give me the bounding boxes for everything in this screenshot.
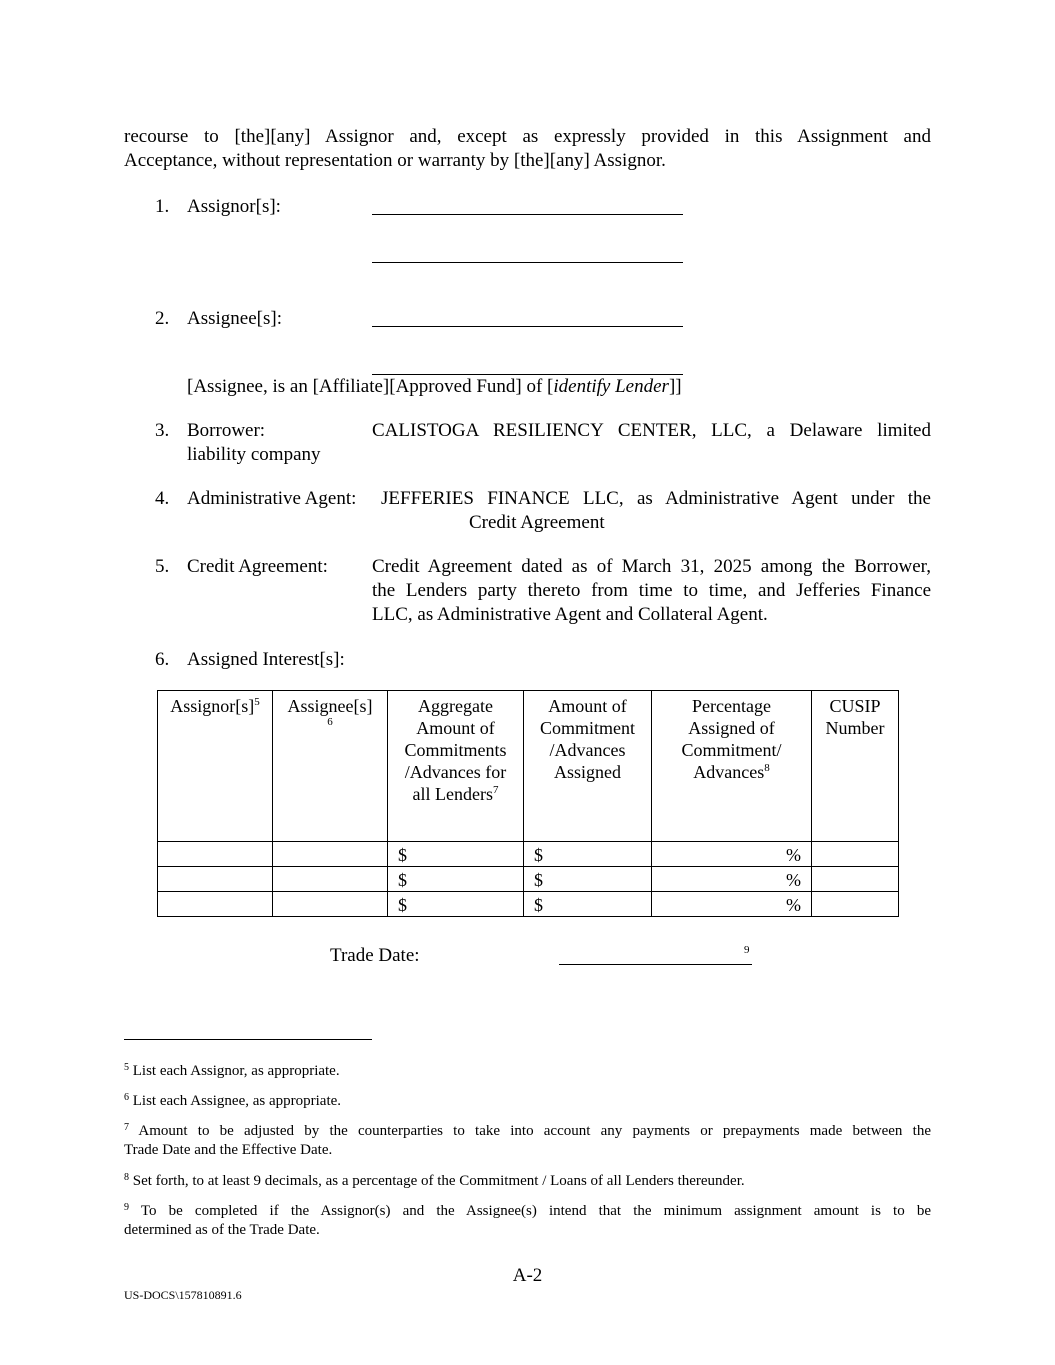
borrower-label: Borrower: (187, 420, 266, 441)
footnote-6: $^6$ List each Assignee, as appropriate. (124, 1092, 342, 1109)
admin-agent-label: Administrative Agent: (187, 488, 357, 509)
table-row (158, 892, 899, 917)
assigned-interest-table (157, 690, 899, 917)
footnote-8: $^8$ Set forth, to at least 9 decimals, as a percentage of the Commitment / Loans of all Lenders thereunder. (124, 1172, 745, 1189)
item-1-number: 1. (155, 196, 170, 217)
credit-agreement-value-line-1: Credit Agreement dated as of March 31, 2025 among the Borrower, (372, 556, 931, 577)
trade-date-label: Trade Date: (330, 945, 420, 966)
cell-assignor (158, 867, 273, 892)
cell-assignor (158, 892, 273, 917)
assignor-label: Assignor[s]: (187, 196, 281, 217)
cell-percentage: % (652, 867, 812, 892)
header-aggregate: Aggregate Amount of Commitments /Advances for all Lenders$^7$ (388, 691, 524, 842)
cell-assignee (273, 867, 388, 892)
cell-assignor (158, 842, 273, 867)
credit-agreement-value-line-3: LLC, as Administrative Agent and Collateral Agent. (372, 604, 768, 625)
item-2-number: 2. (155, 308, 170, 329)
table-row (158, 867, 899, 892)
cell-cusip (812, 842, 899, 867)
cell-aggregate: $ (388, 892, 524, 917)
item-3-number: 3. (155, 420, 170, 441)
item-4-number: 4. (155, 488, 170, 509)
cell-aggregate: $ (388, 867, 524, 892)
footnote-9-line-1: $^9$ To be completed if the Assignor(s) and the Assignee(s) intend that the minimum assignment amount is to be (124, 1202, 932, 1219)
intro-line-1: recourse to [the][any] Assignor and, except as expressly provided in this Assignment and (124, 126, 931, 147)
assignor-blank-line-2 (372, 262, 683, 263)
assigned-interest-label: Assigned Interest[s]: (187, 649, 345, 670)
trade-date-blank-line (559, 964, 752, 965)
admin-agent-value-line-1: JEFFERIES FINANCE LLC, as Administrative Agent under the (381, 488, 931, 509)
cell-aggregate: $ (388, 842, 524, 867)
header-percentage: Percentage Assigned of Commitment/ Advances$^8$ (652, 691, 812, 842)
credit-agreement-label: Credit Agreement: (187, 556, 328, 577)
page-number: A-2 (512, 1265, 543, 1286)
item-5-number: 5. (155, 556, 170, 577)
header-cusip: CUSIP Number (812, 691, 899, 842)
intro-line-2: Acceptance, without representation or warranty by [the][any] Assignor. (124, 150, 666, 171)
cell-cusip (812, 892, 899, 917)
item-6-number: 6. (155, 649, 170, 670)
cell-assignee (273, 892, 388, 917)
cell-percentage: % (652, 892, 812, 917)
header-amount-assigned: Amount of Commitment /Advances Assigned (524, 691, 652, 842)
borrower-value-line-1: CALISTOGA RESILIENCY CENTER, LLC, a Delaware limited (372, 420, 931, 441)
header-assignee: Assignee[s] 6 (273, 691, 388, 842)
footnote-5: $^5$ List each Assignor, as appropriate. (124, 1062, 340, 1079)
assignor-blank-line-1 (372, 214, 683, 215)
footnote-7-line-1: $^7$ Amount to be adjusted by the counterparties to take into account any payments or prepayments made between the (124, 1122, 931, 1139)
header-assignor: $Assignor[s]^5$ (158, 691, 273, 842)
footnote-7-line-2: Trade Date and the Effective Date. (124, 1142, 333, 1158)
cell-amount: $ (524, 842, 652, 867)
assignee-label: Assignee[s]: (187, 308, 282, 329)
cell-amount: $ (524, 867, 652, 892)
admin-agent-value-line-2: Credit Agreement (469, 512, 605, 533)
cell-cusip (812, 867, 899, 892)
table-header-row (158, 691, 899, 842)
cell-percentage: % (652, 842, 812, 867)
table-row (158, 842, 899, 867)
assignee-blank-line-1 (372, 326, 683, 327)
cell-assignee (273, 842, 388, 867)
footnote-9-line-2: determined as of the Trade Date. (124, 1222, 320, 1238)
borrower-value-line-2: liability company (187, 444, 321, 465)
assignee-affiliate-note: [Assignee, is an [Affiliate][Approved Fund] of [identify Lender]] (187, 376, 682, 397)
footnote-separator (124, 1039, 372, 1040)
credit-agreement-value-line-2: the Lenders party thereto from time to time, and Jefferies Finance (372, 580, 931, 601)
document-id: US-DOCS\157810891.6 (124, 1288, 242, 1302)
trade-date-footnote-ref: 9 (744, 944, 750, 956)
cell-amount: $ (524, 892, 652, 917)
